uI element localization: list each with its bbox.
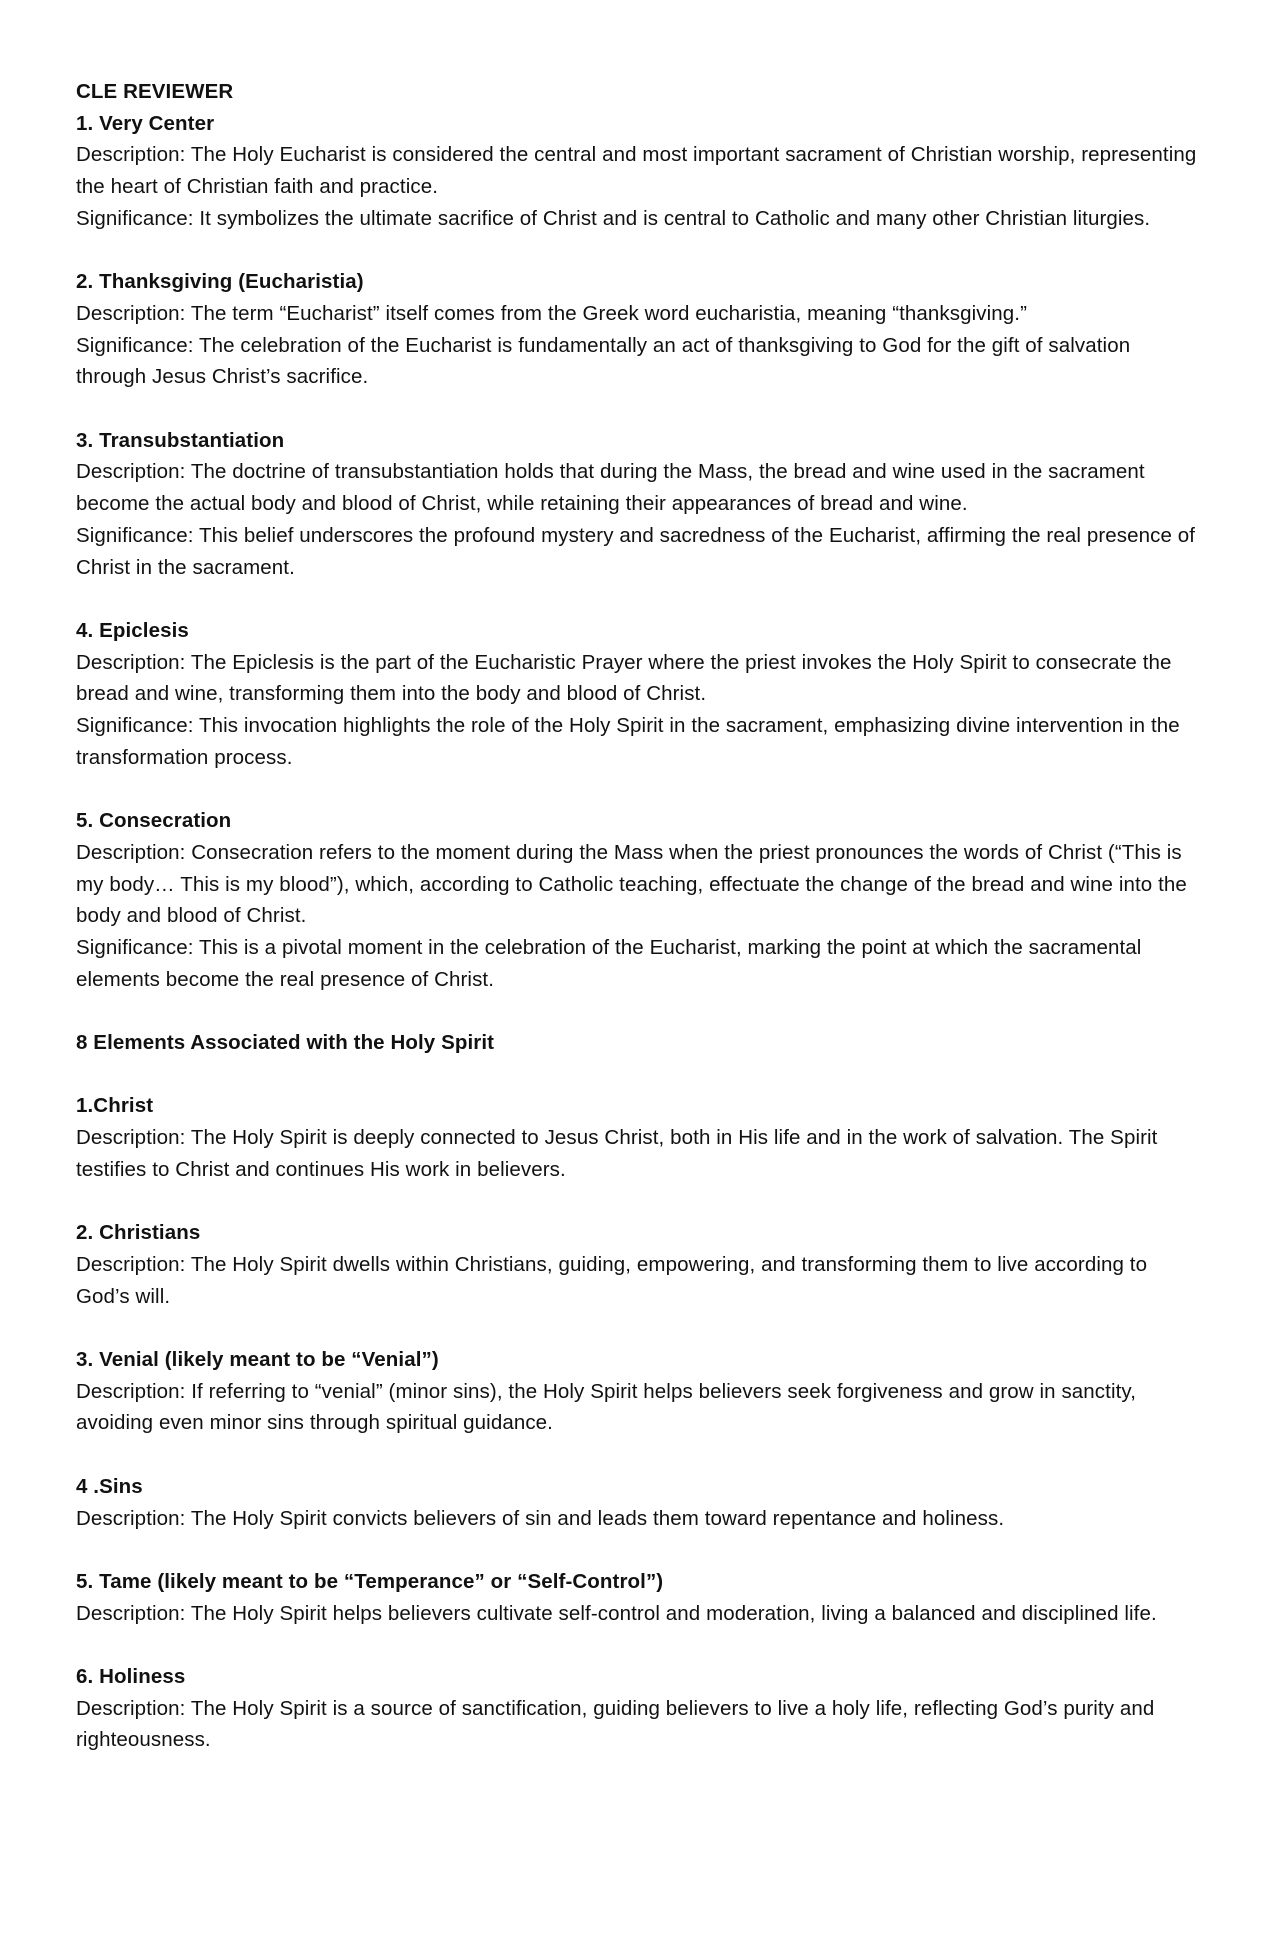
section-description: Description: The Holy Spirit convicts believers of sin and leads them toward repentance and holiness. xyxy=(76,1506,1005,1530)
section-description: Description: Consecration refers to the moment during the Mass when the priest pronounces the words of Christ (“This is my body… This is my blood”), which, according to Catholic teaching, effectuate the change of the bread and wine into the body and blood of Christ. xyxy=(76,840,1187,928)
spacer xyxy=(76,995,1206,1027)
spirit-section xyxy=(76,1471,1206,1534)
section-significance: Significance: It symbolizes the ultimate sacrifice of Christ and is central to Catholic and many other Christian liturgies. xyxy=(76,206,1151,230)
spacer xyxy=(76,1629,1206,1661)
document-title: CLE REVIEWER xyxy=(76,80,234,103)
spacer xyxy=(76,1534,1206,1566)
section-description: Description: The doctrine of transubstantiation holds that during the Mass, the bread and wine used in the sacrament become the actual body and blood of Christ, while retaining their appearances of bread and wine. xyxy=(76,460,1145,516)
section-description: Description: The Holy Spirit helps believers cultivate self-control and moderation, living a balanced and disciplined life. xyxy=(76,1601,1157,1625)
section-significance: Significance: This belief underscores the profound mystery and sacredness of the Eucharist, affirming the real presence of Christ in the sacrament. xyxy=(76,523,1196,579)
spacer xyxy=(76,1059,1206,1091)
section-heading: 6. Holiness xyxy=(76,1664,186,1688)
document-page xyxy=(76,76,1206,1756)
spacer xyxy=(76,1186,1206,1218)
section-heading: 1.Christ xyxy=(76,1094,154,1118)
section-description: Description: The term “Eucharist” itself comes from the Greek word eucharistia, meaning “thanksgiving.” xyxy=(76,301,1028,325)
spirit-section xyxy=(76,1661,1206,1756)
eucharist-section xyxy=(76,615,1206,774)
spacer xyxy=(76,773,1206,805)
section-heading: 5. Consecration xyxy=(76,809,232,833)
spacer xyxy=(76,235,1206,267)
section-heading: 3. Venial (likely meant to be “Venial”) xyxy=(76,1348,439,1371)
section-heading: 3. Transubstantiation xyxy=(76,428,285,452)
spirit-section xyxy=(76,1090,1206,1185)
section-description: Description: The Holy Spirit dwells within Christians, guiding, empowering, and transforming them to live according to God’s will. xyxy=(76,1252,1148,1308)
eucharist-section xyxy=(76,108,1206,235)
spacer xyxy=(76,1312,1206,1344)
section-significance: Significance: This invocation highlights the role of the Holy Spirit in the sacrament, emphasizing divine intervention in the transformation process. xyxy=(76,714,1180,769)
section-description: Description: The Epiclesis is the part of the Eucharistic Prayer where the priest invokes the Holy Spirit to consecrate the bread and wine, transforming them into the body and blood of Christ. xyxy=(76,650,1172,706)
spacer xyxy=(76,1439,1206,1471)
eucharist-section xyxy=(76,805,1206,995)
eucharist-section xyxy=(76,266,1206,393)
section-description: Description: The Holy Spirit is deeply connected to Jesus Christ, both in His life and in the work of salvation. The Spirit testifies to Christ and continues His work in believers. xyxy=(76,1126,1158,1181)
section-description: Description: The Holy Eucharist is considered the central and most important sacrament of Christian worship, representing the heart of Christian faith and practice. xyxy=(76,143,1197,199)
section-description: Description: The Holy Spirit is a source of sanctification, guiding believers to live a holy life, reflecting God’s purity and righteousness. xyxy=(76,1696,1155,1752)
spacer xyxy=(76,393,1206,425)
spirit-section xyxy=(76,1566,1206,1629)
spirit-elements-title: 8 Elements Associated with the Holy Spirit xyxy=(76,1031,495,1055)
section-heading: 4. Epiclesis xyxy=(76,618,189,642)
section-significance: Significance: This is a pivotal moment in the celebration of the Eucharist, marking the point at which the sacramental elements become the real presence of Christ. xyxy=(76,935,1142,991)
section-heading: 2. Christians xyxy=(76,1221,201,1245)
spirit-section xyxy=(76,1217,1206,1312)
eucharist-section xyxy=(76,425,1206,584)
section-heading: 1. Very Center xyxy=(76,111,215,135)
section-description: Description: If referring to “venial” (minor sins), the Holy Spirit helps believers seek forgiveness and grow in sanctity, avoiding even minor sins through spiritual guidance. xyxy=(76,1379,1137,1435)
section-heading: 5. Tame (likely meant to be “Temperance” or “Self-Control”) xyxy=(76,1569,664,1593)
spirit-section xyxy=(76,1344,1206,1439)
section-significance: Significance: The celebration of the Eucharist is fundamentally an act of thanksgiving to God for the gift of salvation through Jesus Christ’s sacrifice. xyxy=(76,333,1131,389)
section-heading: 4 .Sins xyxy=(76,1474,143,1498)
section-heading: 2. Thanksgiving (Eucharistia) xyxy=(76,270,364,294)
spacer xyxy=(76,583,1206,615)
